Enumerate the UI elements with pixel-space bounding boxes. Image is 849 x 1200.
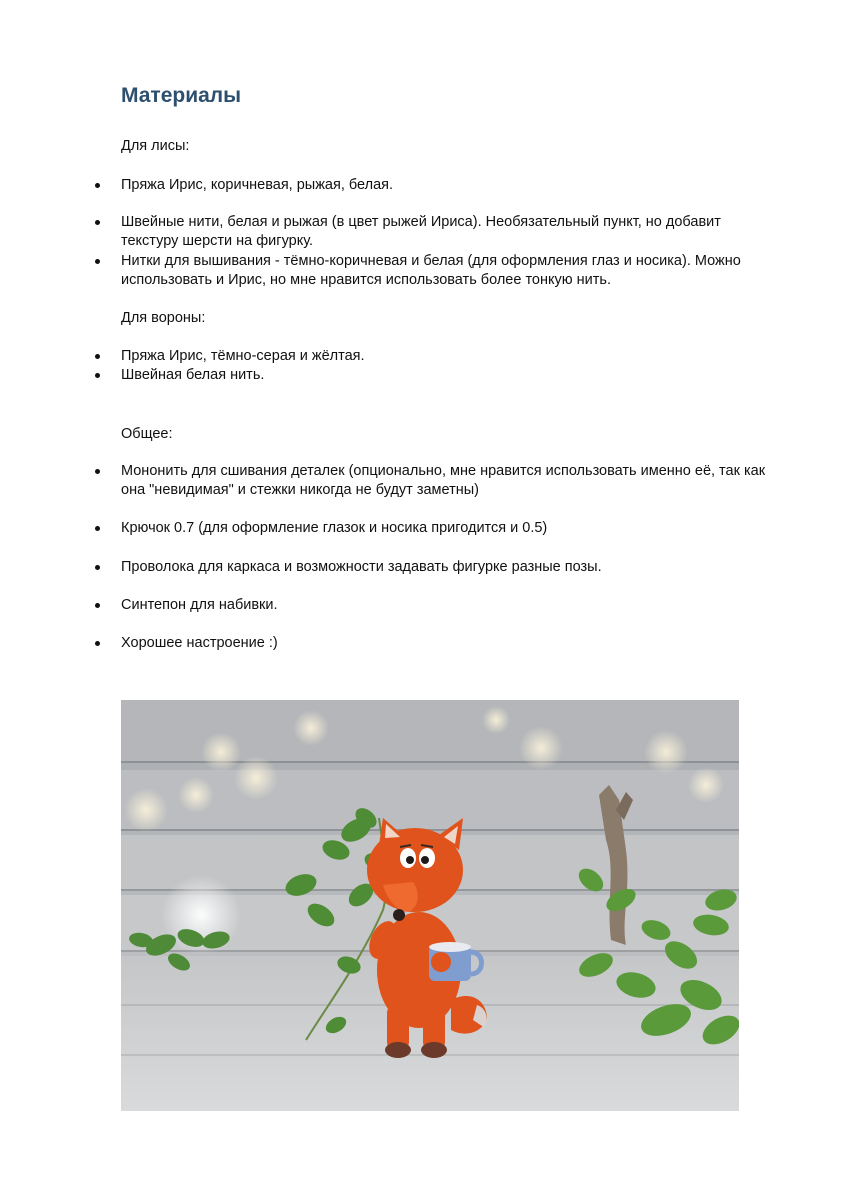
list-item-text: Синтепон для набивки. [121,597,278,613]
list-item-text: Швейные нити, белая и рыжая (в цвет рыжей Ириса). Необязательный пункт, но добавит текстуру шерсти на фигурку. [121,214,721,249]
list-item-text: Мононить для сшивания деталек (опционально, мне нравится использовать именно её, так как она "невидимая" и стежки никогда не будут заметны) [121,463,766,498]
list-item-text: Швейная белая нить. [121,367,265,383]
bullet-dot [95,259,100,264]
common-subheading: Общее: [121,426,173,442]
bullet-dot [95,526,100,531]
list-item-text: Хорошее настроение :) [121,635,278,651]
list-item-text: Крючок 0.7 (для оформление глазок и носика пригодится и 0.5) [121,520,548,536]
bullet-dot [95,603,100,608]
section-heading: Материалы [121,84,242,107]
list-item-text: Нитки для вышивания - тёмно-коричневая и белая (для оформления глаз и носика). Можно использовать и Ирис, но мне нравится использовать более тонкую нить. [121,253,741,288]
fox-toy-illustration [121,700,739,1111]
fox-subheading: Для лисы: [121,138,190,154]
bullet-dot [95,373,100,378]
bullet-dot [95,641,100,646]
crow-subheading: Для вороны: [121,310,206,326]
bullet-dot [95,565,100,570]
bullet-dot [95,354,100,359]
list-item-text: Пряжа Ирис, тёмно-серая и жёлтая. [121,348,365,364]
list-item-text: Пряжа Ирис, коричневая, рыжая, белая. [121,177,394,193]
bullet-dot [95,183,100,188]
bullet-dot [95,469,100,474]
list-item-text: Проволока для каркаса и возможности задавать фигурке разные позы. [121,559,602,575]
bullet-dot [95,220,100,225]
fox-toy-photo [121,700,739,1111]
